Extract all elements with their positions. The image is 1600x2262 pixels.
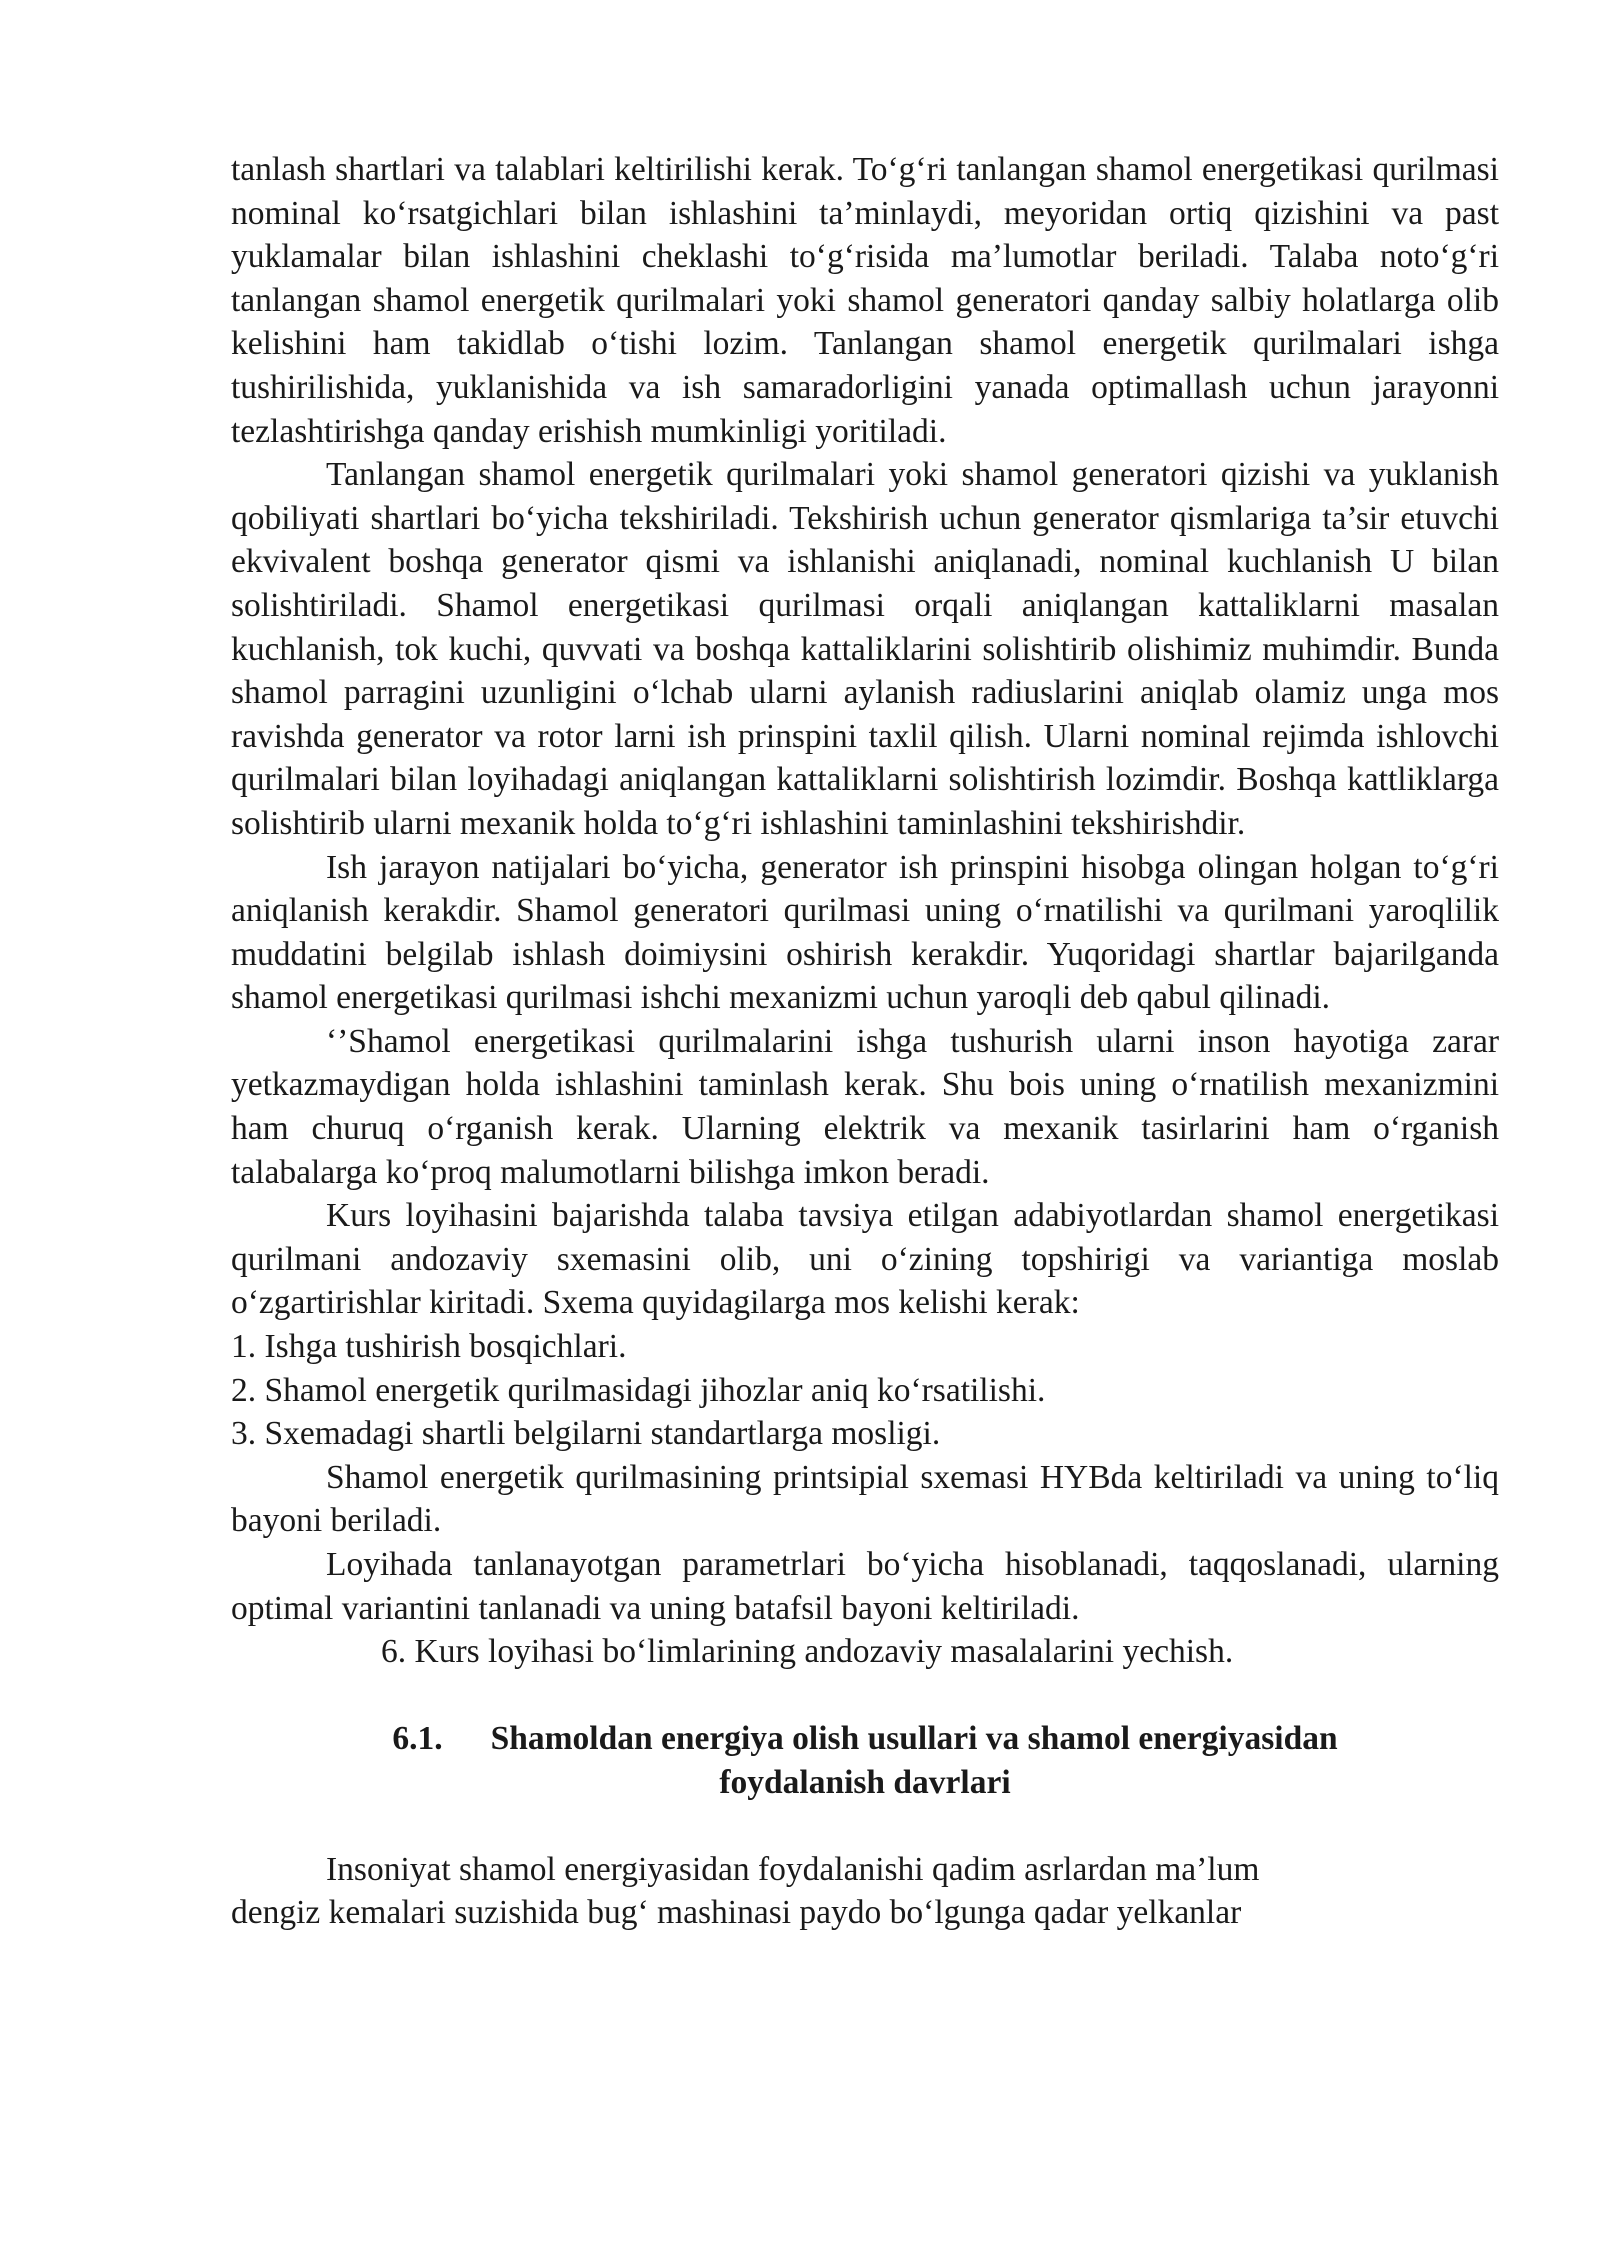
paragraph-1: tanlash shartlari va talablari keltirilishi kerak. To‘g‘ri tanlangan shamol energetikasi qurilmasi nominal ko‘rsatgichlari bilan ishlashini ta’minlaydi, meyoridan ortiq qizishini va past yuklamalar bilan ishlashini cheklashi to‘g‘risida ma’lumotlar beriladi. Talaba noto‘g‘ri tanlangan shamol energetik qurilmalari yoki shamol generatori qanday salbiy holatlarga olib kelishini ham takidlab o‘tishi lozim. Tanlangan shamol energetik qurilmalari ishga tushirilishida, yuklanishida va ish samaradorligini yanada optimallash uchun jarayonni tezlashtirishga qanday erishish mumkinligi yoritiladi. xyxy=(231,151,1499,450)
subsection-title-line2: foydalanish davrlari xyxy=(719,1763,1011,1801)
paragraph-6: Shamol energetik qurilmasining printsipial sxemasi HYBda keltiriladi va uning to‘liq bayoni beriladi. xyxy=(231,1458,1499,1540)
list-item-2: 2. Shamol energetik qurilmasidagi jihozlar aniq ko‘rsatilishi. xyxy=(231,1371,1046,1409)
subsection-number: 6.1. xyxy=(392,1719,443,1757)
subsection-title-line1: Shamoldan energiya olish usullari va shamol energiyasidan xyxy=(490,1719,1338,1757)
page-content xyxy=(231,148,1499,1935)
section-title: 6. Kurs loyihasi bo‘limlarining andozaviy masalalarini yechish. xyxy=(381,1633,1234,1671)
paragraph-5: Kurs loyihasini bajarishda talaba tavsiya etilgan adabiyotlardan shamol energetikasi qurilmani andozaviy sxemasini olib, uni o‘zining topshirigi va variantiga moslab o‘zgartirishlar kiritadi. Sxema quyidagilarga mos kelishi kerak: xyxy=(231,1197,1499,1322)
subsection-heading xyxy=(231,1717,1499,1805)
paragraph-7: Loyihada tanlanayotgan parametrlari bo‘yicha hisoblanadi, taqqoslanadi, ularning optimal variantini tanlanadi va uning batafsil bayoni keltiriladi. xyxy=(231,1546,1499,1627)
list-item-3: 3. Sxemadagi shartli belgilarni standartlarga mosligi. xyxy=(231,1415,941,1453)
paragraph-3: Ish jarayon natijalari bo‘yicha, generator ish prinspini hisobga olingan holgan to‘g‘ri aniqlanish kerakdir. Shamol generatori qurilmasi uning o‘rnatilishi va qurilmani yaroqlilik muddatini belgilab ishlash doimiysini oshirish kerakdir. Yuqoridagi shartlar bajarilganda shamol energetikasi qurilmasi ishchi mexanizmi uchun yaroqli deb qabul qilinadi. xyxy=(231,848,1499,1017)
closing-line-1: Insoniyat shamol energiyasidan foydalanishi qadim asrlardan ma’lum xyxy=(326,1850,1260,1888)
paragraph-4: ‘’Shamol energetikasi qurilmalarini ishga tushurish ularni inson hayotiga zarar yetkazmaydigan holda ishlashini taminlash kerak. Shu bois uning o‘rnatilish mexanizmini ham churuq o‘rganish kerak. Ularning elektrik va mexanik tasirlarini ham o‘rganish talabalarga ko‘proq malumotlarni bilishga imkon beradi. xyxy=(231,1022,1499,1191)
closing-line-2: dengiz kemalari suzishida bug‘ mashinasi paydo bo‘lgunga qadar yelkanlar xyxy=(231,1894,1242,1932)
paragraph-2: Tanlangan shamol energetik qurilmalari yoki shamol generatori qizishi va yuklanish qobiliyati shartlari bo‘yicha tekshiriladi. Tekshirish uchun generator qismlariga ta’sir etuvchi ekvivalent boshqa generator qismi va ishlanishi aniqlanadi, nominal kuchlanish U bilan solishtiriladi. Shamol energetikasi qurilmasi orqali aniqlangan kattaliklarni masalan kuchlanish, tok kuchi, quvvati va boshqa kattaliklarini solishtirib olishimiz muhimdir. Bunda shamol parragini uzunligini o‘lchab ularni aylanish radiuslarini aniqlab olamiz unga mos ravishda generator va rotor larni ish prinspini taxlil qilish. Ularni nominal rejimda ishlovchi qurilmalari bilan loyihadagi aniqlangan kattaliklarni solishtirish lozimdir. Boshqa kattliklarga solishtirib ularni mexanik holda to‘g‘ri ishlashini taminlashini tekshirishdir. xyxy=(231,456,1499,842)
list-item-1: 1. Ishga tushirish bosqichlari. xyxy=(231,1328,627,1366)
